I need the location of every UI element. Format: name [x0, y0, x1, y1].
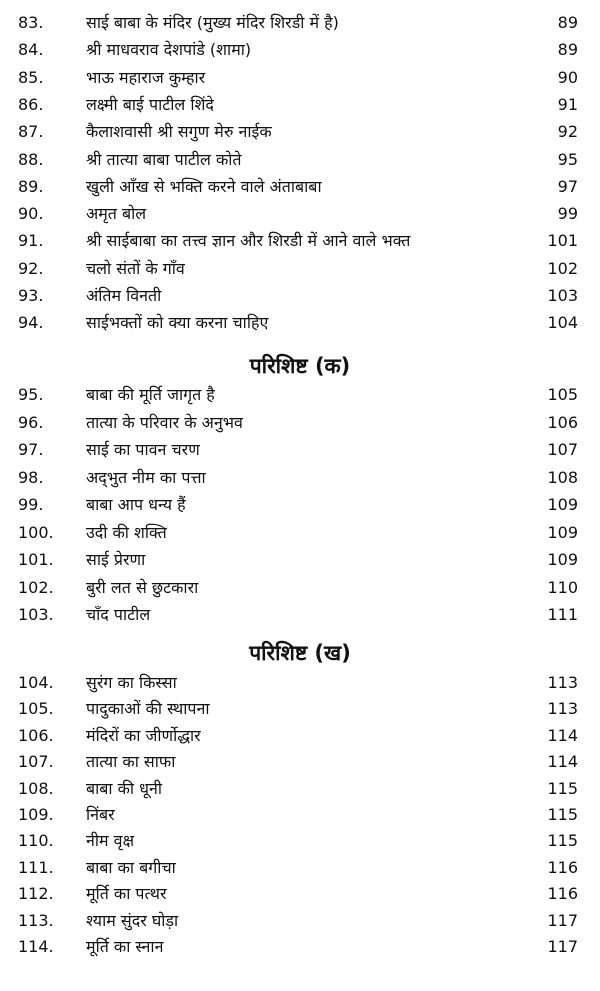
toc-entry [0, 520, 600, 546]
entry-number: 84. [18, 40, 44, 60]
entry-title: मूर्ति का स्नान [86, 937, 164, 956]
entry-page-number: 106 [547, 412, 578, 432]
toc-entry [0, 256, 600, 282]
entry-title: बाबा की धूनी [86, 778, 163, 798]
toc-entry [0, 283, 600, 309]
toc-entry [0, 749, 600, 775]
toc-entry [0, 547, 600, 573]
entry-title: बाबा की मूर्ति जागृत है [86, 385, 215, 404]
entry-page-number: 114 [547, 725, 578, 745]
section-heading: परिशिष्ट (ख) [249, 641, 351, 665]
toc-entry [0, 602, 600, 628]
toc-entry [0, 228, 600, 254]
entry-number: 98. [18, 467, 44, 487]
entry-page-number: 109 [547, 522, 578, 542]
entry-number: 83. [18, 13, 44, 32]
toc-entry [0, 670, 600, 696]
entry-number: 96. [18, 412, 44, 432]
entry-number: 111. [18, 857, 54, 877]
entry-title: साई प्रेरणा [86, 550, 146, 569]
entry-page-number: 108 [547, 467, 578, 487]
entry-title: निंबर [86, 805, 115, 824]
entry-number: 97. [18, 440, 44, 459]
entry-number: 103. [18, 605, 54, 624]
toc-entry [0, 119, 600, 145]
toc-entry [0, 855, 600, 881]
entry-page-number: 117 [547, 937, 578, 956]
entry-title: चलो संतों के गाँव [86, 258, 185, 278]
entry-page-number: 104 [547, 313, 578, 333]
entry-page-number: 99 [557, 204, 578, 224]
toc-entry [0, 696, 600, 722]
entry-title: अमृत बोल [86, 204, 147, 224]
entry-title: बाबा का बगीचा [86, 857, 176, 877]
toc-entry [0, 575, 600, 601]
entry-number: 108. [18, 778, 54, 798]
entry-number: 113. [18, 910, 54, 930]
toc-entry [0, 802, 600, 828]
entry-title: श्याम सुंदर घोड़ा [86, 910, 179, 930]
entry-page-number: 101 [547, 231, 578, 251]
entry-title: श्री तात्या बाबा पाटील कोते [86, 149, 242, 169]
entry-page-number: 113 [547, 699, 578, 719]
entry-number: 94. [18, 313, 44, 333]
entry-page-number: 115 [547, 778, 578, 798]
entry-title: बाबा आप धन्य हैं [86, 495, 186, 514]
toc-entry [0, 465, 600, 491]
entry-number: 110. [18, 831, 54, 851]
entry-title: खुली आँख से भक्ति करने वाले अंताबाबा [86, 176, 322, 196]
entry-number: 112. [18, 884, 54, 904]
entry-title: मंदिरों का जीर्णोद्धार [86, 725, 201, 745]
toc-entry [0, 147, 600, 173]
entry-page-number: 114 [547, 752, 578, 772]
entry-title: पादुकाओं की स्थापना [86, 699, 210, 719]
entry-title: नीम वृक्ष [86, 831, 135, 851]
entry-title: साई बाबा के मंदिर (मुख्य मंदिर शिरडी में है) [86, 13, 339, 32]
entry-title: साईभक्तों को क्या करना चाहिए [86, 313, 269, 333]
entry-title: बुरी लत से छुटकारा [86, 577, 199, 597]
entry-number: 107. [18, 752, 54, 772]
entry-title: तात्या के परिवार के अनुभव [86, 412, 243, 432]
entry-page-number: 116 [547, 857, 578, 877]
toc-entry [0, 37, 600, 63]
entry-number: 104. [18, 673, 54, 692]
entry-page-number: 115 [547, 805, 578, 824]
entry-page-number: 116 [547, 884, 578, 904]
entry-title: तात्या का साफा [86, 752, 176, 772]
toc-entry [0, 382, 600, 408]
entry-title: चाँद पाटील [86, 605, 151, 624]
entry-title: कैलाशवासी श्री सगुण मेरु नाईक [86, 122, 272, 142]
entry-number: 92. [18, 258, 44, 278]
entry-number: 85. [18, 67, 44, 87]
entry-page-number: 95 [557, 149, 578, 169]
entry-title: मूर्ति का पत्थर [86, 884, 167, 904]
entry-page-number: 102 [547, 258, 578, 278]
toc-entry [0, 776, 600, 802]
entry-number: 95. [18, 385, 44, 404]
entry-number: 91. [18, 231, 44, 251]
toc-entry [0, 881, 600, 907]
entry-page-number: 107 [547, 440, 578, 459]
entry-number: 102. [18, 577, 54, 597]
entry-number: 87. [18, 122, 44, 142]
entry-number: 93. [18, 286, 44, 305]
toc-entry [0, 92, 600, 118]
entry-page-number: 89 [557, 40, 578, 60]
entry-title: सुरंग का किस्सा [86, 673, 177, 692]
toc-entry [0, 828, 600, 854]
toc-entry [0, 934, 600, 960]
entry-number: 101. [18, 550, 54, 569]
entry-page-number: 89 [557, 13, 578, 32]
entry-page-number: 97 [557, 176, 578, 196]
entry-number: 114. [18, 937, 54, 956]
entry-number: 109. [18, 805, 54, 824]
entry-page-number: 117 [547, 910, 578, 930]
entry-page-number: 109 [547, 495, 578, 514]
entry-title: लक्ष्मी बाई पाटील शिंदे [86, 94, 214, 114]
entry-title: उदी की शक्ति [86, 522, 167, 542]
entry-number: 99. [18, 495, 44, 514]
entry-title: भाऊ महाराज कुम्हार [86, 67, 206, 87]
toc-entry [0, 10, 600, 36]
entry-page-number: 115 [547, 831, 578, 851]
entry-number: 100. [18, 522, 54, 542]
entry-number: 86. [18, 94, 44, 114]
toc-entry [0, 174, 600, 200]
entry-page-number: 109 [547, 550, 578, 569]
toc-entry [0, 65, 600, 91]
entry-title: अद्‌भुत नीम का पत्ता [86, 467, 206, 487]
entry-page-number: 105 [547, 385, 578, 404]
toc-entry [0, 908, 600, 934]
entry-title: श्री माधवराव देशपांडे (शामा) [86, 40, 252, 60]
entry-number: 90. [18, 204, 44, 224]
entry-number: 105. [18, 699, 54, 719]
entry-number: 89. [18, 176, 44, 196]
toc-entry [0, 410, 600, 436]
section-heading: परिशिष्ट (क) [249, 354, 351, 378]
entry-page-number: 110 [547, 577, 578, 597]
toc-entry [0, 310, 600, 336]
entry-page-number: 111 [547, 605, 578, 624]
entry-title: साई का पावन चरण [86, 440, 200, 459]
entry-title: श्री साईबाबा का तत्त्व ज्ञान और शिरडी में आने वाले भक्त [86, 231, 411, 251]
entry-page-number: 91 [557, 94, 578, 114]
entry-page-number: 103 [547, 286, 578, 305]
toc-entry [0, 723, 600, 749]
entry-number: 88. [18, 149, 44, 169]
entry-page-number: 92 [557, 122, 578, 142]
toc-entry [0, 201, 600, 227]
toc-entry [0, 437, 600, 463]
toc-entry [0, 492, 600, 518]
entry-title: अंतिम विनती [86, 286, 162, 305]
entry-page-number: 90 [557, 67, 578, 87]
entry-page-number: 113 [547, 673, 578, 692]
entry-number: 106. [18, 725, 54, 745]
